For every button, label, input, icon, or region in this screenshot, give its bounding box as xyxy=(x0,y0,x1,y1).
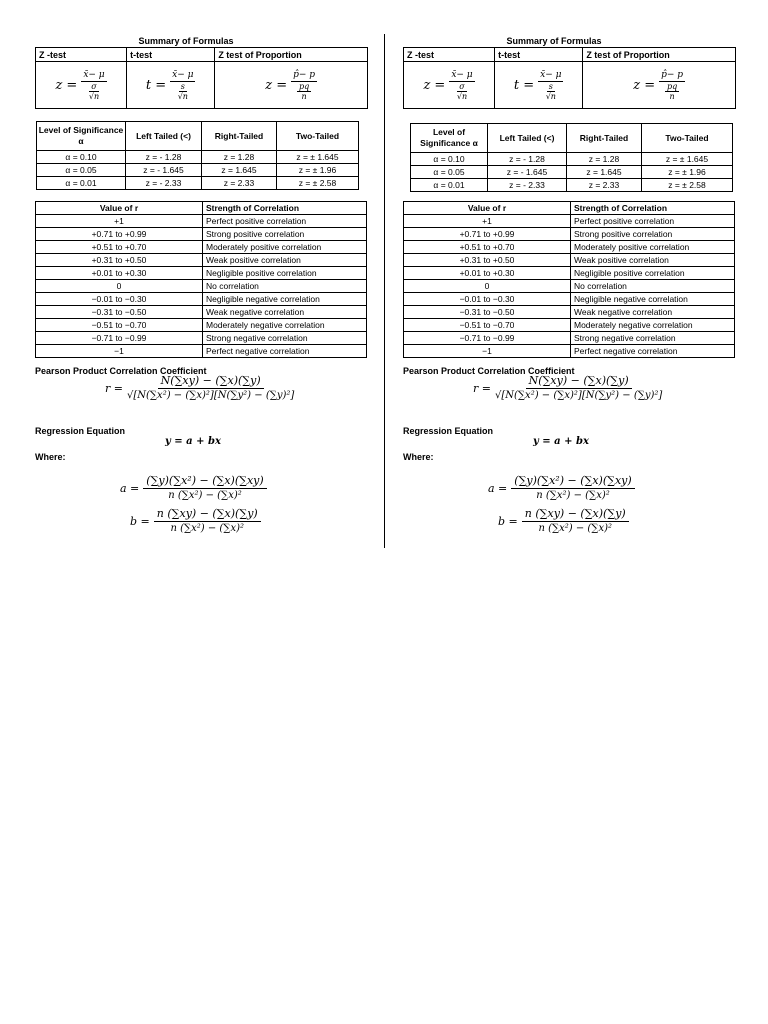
a-formula: a = $\frac{\text{(∑y)(∑x²) − (∑x)(∑xy)}}{\text{n (∑x²) − (∑x)²}}$ xyxy=(488,474,635,503)
table-row: α = 0.05 z = - 1.645 z = 1.645 z = ± 1.96 xyxy=(411,166,733,179)
table-row: −0.51 to −0.70 Moderately negative correlation xyxy=(404,319,735,332)
pearson-label: Pearson Product Correlation Coefficient xyxy=(35,366,207,376)
t-test-formula: t = x̄− μ s √n xyxy=(127,62,215,109)
sig-header-right: Right-Tailed xyxy=(202,122,277,151)
regression-equation: y = a + bx xyxy=(533,436,589,447)
table-row: −1 Perfect negative correlation xyxy=(404,345,735,358)
table-row: α = 0.10 z = - 1.28 z = 1.28 z = ± 1.645 xyxy=(411,153,733,166)
correlation-table xyxy=(403,201,735,358)
regression-label: Regression Equation xyxy=(35,426,126,436)
pearson-formula: r = $\frac{N(\sum xy) - (\sum x)(\sum y)}{\text{√[N(∑x²) − (∑x)²][N(∑y²) − (∑y)²]}}$ xyxy=(105,374,295,401)
formula-table xyxy=(403,47,736,109)
z-test-formula: z = x̄− μ σ √n xyxy=(36,62,127,109)
table-row: α = 0.01 z = - 2.33 z = 2.33 z = ± 2.58 xyxy=(411,179,733,192)
sig-header-right: Right-Tailed xyxy=(567,124,642,153)
table-row: +0.71 to +0.99 Strong positive correlation xyxy=(404,228,735,241)
table-row: +0.51 to +0.70 Moderately positive correlation xyxy=(404,241,735,254)
table-row: −0.01 to −0.30 Negligible negative correlation xyxy=(404,293,735,306)
sig-header-two: Two-Tailed xyxy=(277,122,359,151)
table-row: 0 No correlation xyxy=(36,280,367,293)
table-row: +0.71 to +0.99 Strong positive correlation xyxy=(36,228,367,241)
table-row: −0.71 to −0.99 Strong negative correlation xyxy=(36,332,367,345)
table-row: 0 No correlation xyxy=(404,280,735,293)
sig-header-left: Left Tailed (<) xyxy=(126,122,202,151)
page-title: Summary of Formulas xyxy=(506,36,602,46)
table-row: +0.01 to +0.30 Negligible positive correlation xyxy=(36,267,367,280)
table-row: +1 Perfect positive correlation xyxy=(36,215,367,228)
b-formula: b = $\frac{n (\sum xy) - (\sum x)(\sum y)}{\text{n (∑x²) − (∑x)²}}$ xyxy=(498,507,629,536)
formula-sheet-left xyxy=(0,0,372,560)
table-row: +1 Perfect positive correlation xyxy=(404,215,735,228)
pearson-label: Pearson Product Correlation Coefficient xyxy=(403,366,575,376)
formula-table xyxy=(35,47,368,109)
z-test-formula: z = x̄− μ σ √n xyxy=(404,62,495,109)
regression-label: Regression Equation xyxy=(403,426,494,436)
a-formula: a = $\frac{\text{(∑y)(∑x²) − (∑x)(∑xy)}}{\text{n (∑x²) − (∑x)²}}$ xyxy=(120,474,267,503)
z-prop-formula: z = p̂− p pq n xyxy=(583,62,736,109)
corr-header-value: Value of r xyxy=(404,202,571,215)
header-z-prop: Z test of Proportion xyxy=(215,48,368,62)
sig-header-level: Level of Significance α xyxy=(37,122,126,151)
sig-header-level: Level of Significance α xyxy=(411,124,488,153)
table-row: α = 0.05 z = - 1.645 z = 1.645 z = ± 1.96 xyxy=(37,164,359,177)
header-t-test: t-test xyxy=(495,48,583,62)
z-prop-formula: z = p̂− p pq n xyxy=(215,62,368,109)
b-formula: b = $\frac{n (\sum xy) - (\sum x)(\sum y)}{\text{n (∑x²) − (∑x)²}}$ xyxy=(130,507,261,536)
t-test-formula: t = x̄− μ s √n xyxy=(495,62,583,109)
sig-header-left: Left Tailed (<) xyxy=(488,124,567,153)
header-t-test: t-test xyxy=(127,48,215,62)
significance-table xyxy=(36,121,359,190)
table-row: +0.31 to +0.50 Weak positive correlation xyxy=(36,254,367,267)
header-z-prop: Z test of Proportion xyxy=(583,48,736,62)
formula-sheet-right xyxy=(368,0,740,560)
page-title: Summary of Formulas xyxy=(138,36,234,46)
header-z-test: Z -test xyxy=(36,48,127,62)
corr-header-value: Value of r xyxy=(36,202,203,215)
header-z-test: Z -test xyxy=(404,48,495,62)
corr-header-strength: Strength of Correlation xyxy=(203,202,367,215)
correlation-table xyxy=(35,201,367,358)
table-row: α = 0.01 z = - 2.33 z = 2.33 z = ± 2.58 xyxy=(37,177,359,190)
table-row: −0.71 to −0.99 Strong negative correlation xyxy=(404,332,735,345)
table-row: +0.51 to +0.70 Moderately positive correlation xyxy=(36,241,367,254)
table-row: −1 Perfect negative correlation xyxy=(36,345,367,358)
table-row: −0.51 to −0.70 Moderately negative correlation xyxy=(36,319,367,332)
table-row: −0.31 to −0.50 Weak negative correlation xyxy=(36,306,367,319)
table-row: α = 0.10 z = - 1.28 z = 1.28 z = ± 1.645 xyxy=(37,151,359,164)
table-row: −0.01 to −0.30 Negligible negative correlation xyxy=(36,293,367,306)
pearson-formula: r = $\frac{N(\sum xy) - (\sum x)(\sum y)}{\text{√[N(∑x²) − (∑x)²][N(∑y²) − (∑y)²]}}$ xyxy=(473,374,663,401)
where-label: Where: xyxy=(403,452,434,462)
significance-table xyxy=(410,123,733,192)
table-row: +0.31 to +0.50 Weak positive correlation xyxy=(404,254,735,267)
where-label: Where: xyxy=(35,452,66,462)
corr-header-strength: Strength of Correlation xyxy=(571,202,735,215)
table-row: +0.01 to +0.30 Negligible positive correlation xyxy=(404,267,735,280)
table-row: −0.31 to −0.50 Weak negative correlation xyxy=(404,306,735,319)
sig-header-two: Two-Tailed xyxy=(642,124,733,153)
regression-equation: y = a + bx xyxy=(165,436,221,447)
